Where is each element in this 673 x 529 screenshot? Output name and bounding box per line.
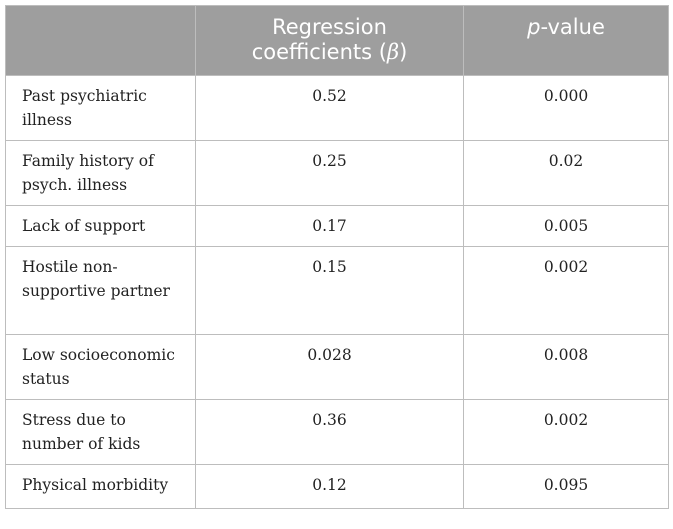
factor-cell: Family history of psych. illness (6, 141, 196, 206)
header-p-value (464, 6, 669, 76)
header-p-italic: p (527, 15, 541, 39)
factor-cell: Physical morbidity (6, 465, 196, 509)
coefficient-cell: 0.028 (196, 335, 464, 400)
table-row (6, 76, 669, 141)
factor-cell: Hostile non-supportive partner (6, 247, 196, 335)
header-regression-coefficients (196, 6, 464, 76)
coefficient-cell: 0.17 (196, 206, 464, 247)
table-row (6, 335, 669, 400)
table-row (6, 465, 669, 509)
header-coef-line2-suffix: ) (399, 40, 408, 64)
table-body (6, 76, 669, 509)
p-value-cell: 0.002 (464, 400, 669, 465)
header-p-rest: -value (540, 15, 605, 39)
regression-table (5, 5, 669, 509)
p-value-cell: 0.02 (464, 141, 669, 206)
factor-cell: Stress due to number of kids (6, 400, 196, 465)
table-row (6, 247, 669, 335)
header-coef-line2-prefix: coefficients ( (251, 40, 387, 64)
p-value-cell: 0.000 (464, 76, 669, 141)
coefficient-cell: 0.25 (196, 141, 464, 206)
factor-cell: Low socioeconomic status (6, 335, 196, 400)
header-factor (6, 6, 196, 76)
table-row (6, 400, 669, 465)
coefficient-cell: 0.12 (196, 465, 464, 509)
table-header (6, 6, 669, 76)
p-value-cell: 0.002 (464, 247, 669, 335)
table-row (6, 206, 669, 247)
p-value-cell: 0.005 (464, 206, 669, 247)
factor-cell: Lack of support (6, 206, 196, 247)
factor-cell: Past psychiatric illness (6, 76, 196, 141)
coefficient-cell: 0.52 (196, 76, 464, 141)
header-coef-line1: Regression (272, 15, 387, 39)
coefficient-cell: 0.36 (196, 400, 464, 465)
p-value-cell: 0.008 (464, 335, 669, 400)
table-row (6, 141, 669, 206)
p-value-cell: 0.095 (464, 465, 669, 509)
coefficient-cell: 0.15 (196, 247, 464, 335)
header-beta-symbol: β (386, 40, 400, 64)
